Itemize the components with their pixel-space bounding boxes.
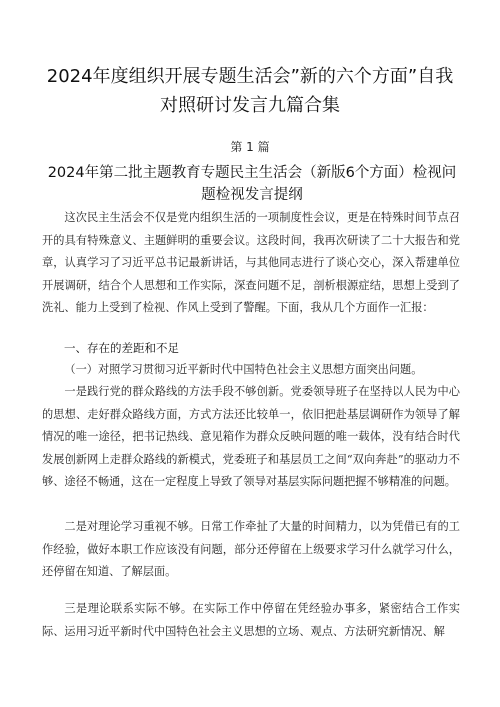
heading-level-2: （一）对照学习贯彻习近平新时代中国特色社会主义思想方面突出问题。	[64, 363, 423, 376]
document-title: 2024年度组织开展专题生活会”新的六个方面”自我对照研讨发言九篇合集	[46, 66, 454, 116]
intro-paragraph: 这次民主生活会不仅是党内组织生活的一项制度性会议，更是在特殊时间节点召开的具有特殊意义、主题鲜明的重要会议。这段时间，我再次研读了二十大报告和党章，认真学习了习近平总书记最新讲话，与其他同志进行了谈心交心，深入帮建单位开展调研，结合个人思想和工作实际，深查问题不足，剖析根源症结，思想上受到了洗礼、能力上受到了检视、作风上受到了警醒。下面，我从几个方面作一汇报：	[42, 211, 460, 315]
paragraph-1: 一是践行党的群众路线的方法手段不够创新。党委领导班子在坚持以人民为中心的思想、走好群众路线方面，方式方法还比较单一，依旧把赴基层调研作为领导了解情况的唯一途径，把书记热线、意见箱作为群众反映问题的唯一载体，没有结合时代发展创新网上走群众路线的新模式，党委班子和基层员工之间“双向奔赴”的驱动力不够、途径不畅通，这在一定程度上导致了领导对基层实际问题把握不够精准的问题。	[42, 385, 460, 489]
heading-level-1: 一、存在的差距和不足	[64, 341, 179, 355]
paragraph-2: 二是对理论学习重视不够。日常工作牵扯了大量的时间精力，以为凭借已有的工作经验，做好本职工作应该没有问题，部分还停留在上级要求学习什么就学习什么，还停留在知道、了解层面。	[42, 520, 460, 579]
section-subtitle: 2024年第二批主题教育专题民主生活会（新版6个方面）检视问题检视发言提纲	[47, 165, 457, 203]
section-number: 第 1 篇	[230, 140, 270, 154]
paragraph-3: 三是理论联系实际不够。在实际工作中停留在凭经验办事多，紧密结合工作实际、运用习近平新时代中国特色社会主义思想的立场、观点、方法研究新情况、解	[42, 602, 460, 638]
